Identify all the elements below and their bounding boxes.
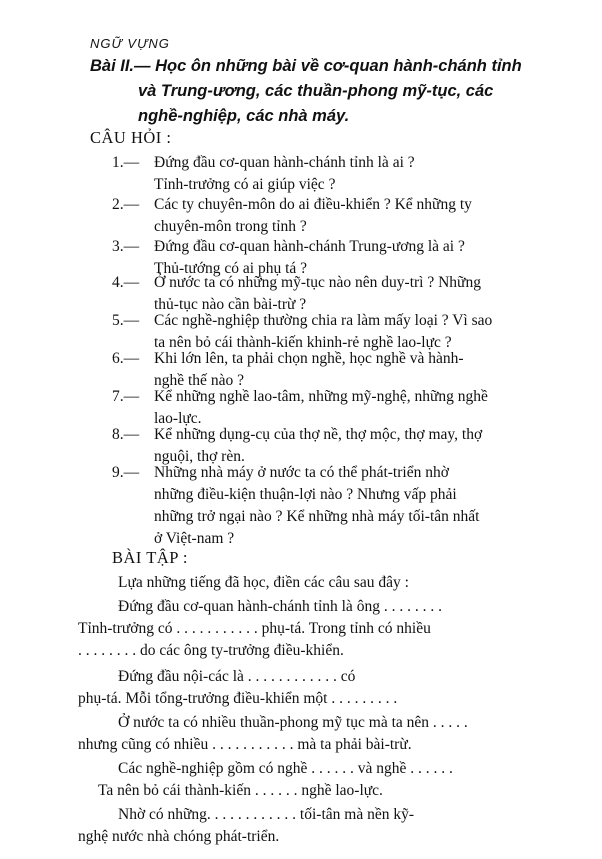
questions-heading: CÂU HỎI : [90,128,172,147]
question-text: nguội, thợ rèn. [154,448,245,465]
question-text: Các nghề-nghiệp thường chia ra làm mấy loại ? Vì sao [154,312,493,329]
exercise-line: nhưng cũng có nhiều . . . . . . . . . . . mà ta phải bài-trừ. [78,736,412,753]
question-text: Đứng đầu cơ-quan hành-chánh tỉnh là ai ? [154,154,415,171]
question-number: 5.— [112,312,140,329]
exercise-line: Tỉnh-trưởng có . . . . . . . . . . . phụ-tá. Trong tỉnh có nhiều [78,620,431,637]
question-text: thủ-tục nào cần bài-trừ ? [154,296,307,313]
question-text: những điều-kiện thuận-lợi nào ? Nhưng vấp phải [154,486,457,503]
question-text: ta nên bỏ cái thành-kiến khinh-rẻ nghề lao-lực ? [154,334,452,351]
question-text: Kể những dụng-cụ của thợ nề, thợ mộc, thợ may, thợ [154,426,483,443]
question-number: 4.— [112,274,140,291]
exercise-heading: BÀI TẬP : [112,548,189,567]
exercise-line: Đứng đầu cơ-quan hành-chánh tỉnh là ông . . . . . . . . [118,598,442,615]
exercise-line: Đứng đầu nội-các là . . . . . . . . . . . . có [118,668,356,685]
question-9 [112,462,552,550]
question-text: chuyên-môn trong tỉnh ? [154,218,307,235]
lesson-title-line-3: nghề-nghiệp, các nhà máy. [138,107,350,125]
exercise-line: nghệ nước nhà chóng phát-triển. [78,828,280,845]
question-text: Tỉnh-trưởng có ai giúp việc ? [154,176,336,193]
question-text: Thủ-tướng có ai phụ tá ? [154,260,308,277]
question-text: ở Việt-nam ? [154,530,235,547]
question-text: những trở ngại nào ? Kể những nhà máy tối-tân nhất [154,508,480,525]
exercise-line: Nhờ có những. . . . . . . . . . . . tối-tân mà nền kỹ- [118,806,414,823]
exercise-line: Các nghề-nghiệp gồm có nghề . . . . . . và nghề . . . . . . [118,760,453,777]
exercise-line: . . . . . . . . do các ông ty-trưởng điều-khiển. [78,642,344,659]
question-text: Khi lớn lên, ta phải chọn nghề, học nghề và hành- [154,350,464,367]
question-text: Đứng đầu cơ-quan hành-chánh Trung-ương là ai ? [154,238,465,255]
question-text: Những nhà máy ở nước ta có thể phát-triển nhờ [154,464,449,481]
question-1 [112,152,552,196]
question-number: 3.— [112,238,140,255]
question-text: lao-lực. [154,410,202,427]
question-text: Kể những nghề lao-tâm, những mỹ-nghệ, những nghề [154,388,488,405]
section-label: NGỮ VỰNG [90,36,170,51]
exercise-instruction: Lựa những tiếng đã học, điền các câu sau đây : [118,574,409,591]
lesson-title [90,54,560,129]
question-number: 9.— [112,464,140,481]
lesson-title-line-2: và Trung-ương, các thuần-phong mỹ-tục, các [138,82,494,100]
question-text: Các ty chuyên-môn do ai điều-khiển ? Kể những ty [154,196,472,213]
lesson-title-line-1: Bài II.— Học ôn những bài về cơ-quan hành-chánh tỉnh [90,57,522,75]
question-number: 7.— [112,388,140,405]
exercise-line: phụ-tá. Mỗi tổng-trưởng điều-khiển một . . . . . . . . . [78,690,398,707]
question-text: nghề thế nào ? [154,372,244,389]
exercise-line: Ta nên bỏ cái thành-kiến . . . . . . nghề lao-lực. [98,782,383,799]
question-number: 6.— [112,350,140,367]
question-2 [112,194,552,238]
question-number: 2.— [112,196,140,213]
question-number: 1.— [112,154,140,171]
question-number: 8.— [112,426,140,443]
question-text: Ở nước ta có những mỹ-tục nào nên duy-trì ? Những [154,274,481,291]
exercise-line: Ở nước ta có nhiều thuần-phong mỹ tục mà ta nên . . . . . [118,714,468,731]
